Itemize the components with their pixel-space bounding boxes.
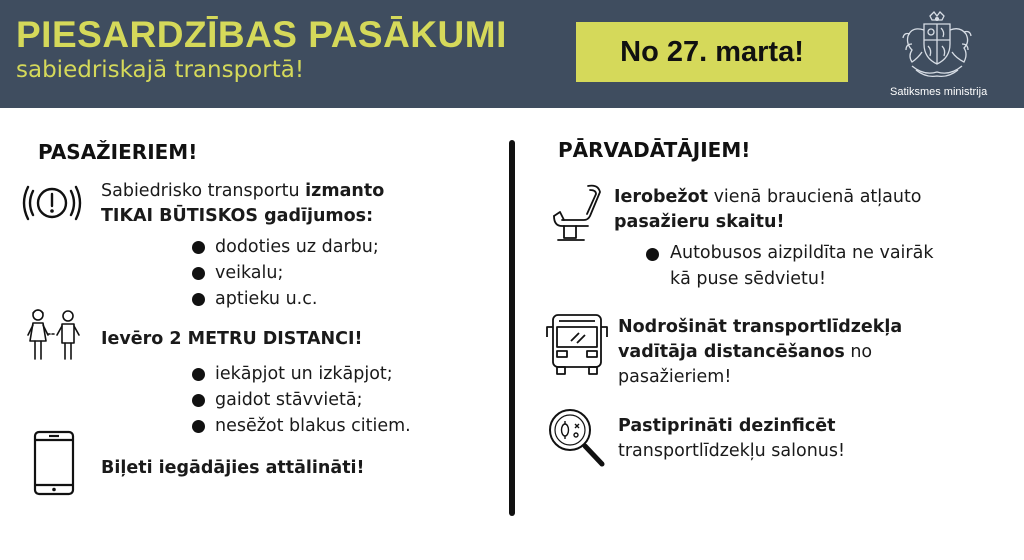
- carriers-rule2-text: [618, 315, 902, 390]
- carriers-rule1-line2: pasažieru skaitu!: [614, 212, 785, 232]
- passengers-rule1-line2: TIKAI BŪTISKOS gadījumos:: [101, 206, 374, 226]
- coat-of-arms-icon: [898, 10, 976, 80]
- passengers-rule2-text: [101, 327, 363, 352]
- carriers-rule2-line1: Nodrošināt transportlīdzekļa: [618, 317, 903, 337]
- bus-icon: [545, 311, 609, 377]
- list-item: aptieku u.c.: [192, 286, 379, 312]
- carriers-rule1-text: [614, 185, 922, 235]
- list-item: veikalu;: [192, 260, 379, 286]
- passengers-rule1-text: [101, 179, 384, 229]
- list-item: gaidot stāvvietā;: [192, 387, 411, 413]
- list-item: nesēžot blakus citiem.: [192, 413, 411, 439]
- carriers-rule2-line2-rest: no: [844, 342, 873, 362]
- carriers-rule2-line2-bold: vadītāja distancēšanos: [618, 342, 845, 362]
- list-item: [646, 240, 933, 292]
- page-subtitle: sabiedriskajā transportā!: [16, 57, 305, 83]
- date-badge: [576, 22, 848, 82]
- column-divider: [509, 140, 515, 516]
- passengers-heading: PASAŽIERIEM!: [38, 140, 198, 164]
- smartphone-icon: [33, 430, 75, 496]
- carriers-rule1-bold: Ierobežot: [614, 187, 709, 207]
- ministry-label: Satiksmes ministrija: [890, 86, 988, 98]
- distance-people-icon: [24, 307, 82, 367]
- bullet-dot: [646, 248, 659, 261]
- carriers-rule2-line3: pasažieriem!: [618, 367, 732, 387]
- passengers-rule1-bullets: [192, 234, 379, 312]
- passengers-rule3-label: Biļeti iegādājies attālināti!: [101, 458, 365, 478]
- carriers-rule1-bullets: [646, 240, 933, 292]
- disinfection-magnifier-icon: [546, 406, 608, 470]
- passengers-rule2-label: Ievēro 2 METRU DISTANCI!: [101, 329, 363, 349]
- header-banner: [0, 0, 1024, 108]
- passengers-rule3-text: [101, 456, 365, 481]
- passengers-rule1-line1-bold: izmanto: [305, 181, 385, 201]
- passengers-rule1-line1: Sabiedrisko transportu: [101, 181, 306, 201]
- carriers-rule1-rest: vienā braucienā atļauto: [708, 187, 922, 207]
- carriers-rule3-line2: transportlīdzekļu salonus!: [618, 441, 846, 461]
- carriers-rule3-text: [618, 414, 845, 464]
- list-item: dodoties uz darbu;: [192, 234, 379, 260]
- seat-icon: [550, 182, 606, 244]
- page-title: PIESARDZĪBAS PASĀKUMI: [16, 14, 507, 55]
- warning-icon: [22, 181, 82, 225]
- carriers-heading: PĀRVADĀTĀJIEM!: [558, 138, 751, 162]
- passengers-rule2-bullets: [192, 361, 411, 439]
- carriers-rule1-bullet-line2: kā puse sēdvietu!: [670, 269, 827, 289]
- carriers-rule1-bullet-line1: Autobusos aizpildīta ne vairāk: [670, 243, 934, 263]
- carriers-rule3-line1: Pastiprināti dezinficēt: [618, 416, 836, 436]
- date-badge-text: No 27. marta!: [620, 35, 804, 68]
- list-item: iekāpjot un izkāpjot;: [192, 361, 411, 387]
